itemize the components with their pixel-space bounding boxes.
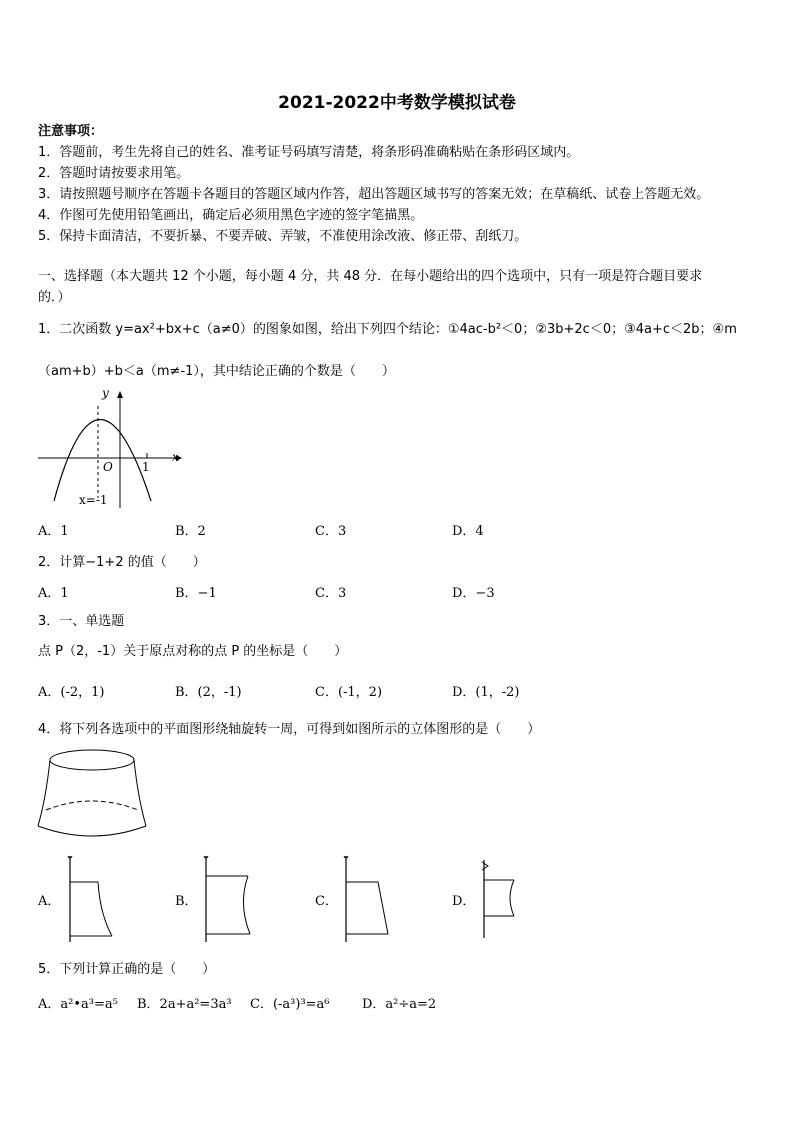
q4-option-d[interactable]: D．	[452, 894, 476, 909]
q4-option-b[interactable]: B．	[175, 894, 198, 909]
q5-option-a[interactable]: A．a²•a³=a⁵	[38, 997, 118, 1012]
q5-option-c[interactable]: C．(-a³)³=a⁶	[250, 997, 330, 1012]
q2-option-d[interactable]: D．−3	[452, 586, 495, 601]
q4-option-a-figure	[62, 854, 122, 944]
q4-option-b-figure	[198, 854, 258, 944]
q3-option-a[interactable]: A．(-2，1)	[38, 685, 105, 700]
q1-parabola-graph	[36, 388, 196, 518]
notice-item-3: 3．请按照题号顺序在答题卡各题目的答题区域内作答，超出答题区域书写的答案无效；在草稿纸、试卷上答题无效。	[38, 187, 710, 202]
q4-option-c[interactable]: C．	[315, 894, 338, 909]
q1-option-c[interactable]: C．3	[315, 524, 347, 539]
q1-graph-one-label: 1	[142, 460, 150, 474]
section-heading-line2: 的．）	[38, 290, 71, 305]
q1-graph-x-label: x	[172, 450, 179, 464]
q1-graph-axis-label: x=-1	[79, 493, 108, 507]
q3-option-b[interactable]: B．(2，-1)	[175, 685, 242, 700]
section-heading-line1: 一、选择题（本大题共 12 个小题，每小题 4 分，共 48 分．在每小题给出的四个选项中，只有一项是符合题目要求	[38, 269, 703, 284]
q1-stem-line1: 1．二次函数 y=ax²+bx+c（a≠0）的图象如图，给出下列四个结论：①4ac-b²＜0；②3b+2c＜0；③4a+c＜2b；④m	[38, 322, 737, 337]
q2-stem: 2．计算−1+2 的值（ ）	[38, 555, 206, 570]
q3-option-c[interactable]: C．(-1，2)	[315, 685, 383, 700]
q4-option-a[interactable]: A．	[38, 894, 61, 909]
q3-stem: 点 P（2，-1）关于原点对称的点 P 的坐标是（ ）	[38, 644, 348, 659]
q5-option-d[interactable]: D．a²÷a=2	[362, 997, 437, 1012]
notice-heading: 注意事项：	[38, 124, 104, 139]
q1-graph-y-label: y	[102, 386, 109, 400]
q2-option-a[interactable]: A．1	[38, 586, 69, 601]
q4-option-c-figure	[338, 854, 398, 944]
notice-item-4: 4．作图可先使用铅笔画出，确定后必须用黑色字迹的签字笔描黑。	[38, 208, 424, 223]
page-title: 2021-2022中考数学模拟试卷	[278, 93, 516, 113]
q5-option-b[interactable]: B．2a+a²=3a³	[137, 997, 232, 1012]
q4-option-d-figure	[478, 854, 538, 944]
q4-solid-figure	[36, 746, 148, 842]
notice-item-2: 2．答题时请按要求用笔。	[38, 166, 190, 181]
q3-heading: 3．一、单选题	[38, 614, 125, 629]
q1-option-a[interactable]: A．1	[38, 524, 69, 539]
q1-graph-origin-label: O	[103, 460, 113, 474]
q1-option-b[interactable]: B．2	[175, 524, 206, 539]
q2-option-c[interactable]: C．3	[315, 586, 347, 601]
q4-stem: 4．将下列各选项中的平面图形绕轴旋转一周，可得到如图所示的立体图形的是（ ）	[38, 722, 541, 737]
q2-option-b[interactable]: B．−1	[175, 586, 217, 601]
q5-stem: 5．下列计算正确的是（ ）	[38, 962, 216, 977]
q1-option-d[interactable]: D．4	[452, 524, 484, 539]
q1-stem-line2: （am+b）+b＜a（m≠-1），其中结论正确的个数是（ ）	[38, 364, 395, 379]
notice-item-5: 5．保持卡面清洁，不要折暴、不要弄破、弄皱，不准使用涂改液、修正带、刮纸刀。	[38, 229, 528, 244]
notice-item-1: 1．答题前，考生先将自己的姓名、准考证号码填写清楚，将条形码准确粘贴在条形码区域内。	[38, 145, 580, 160]
q3-option-d[interactable]: D．(1，-2)	[452, 685, 520, 700]
